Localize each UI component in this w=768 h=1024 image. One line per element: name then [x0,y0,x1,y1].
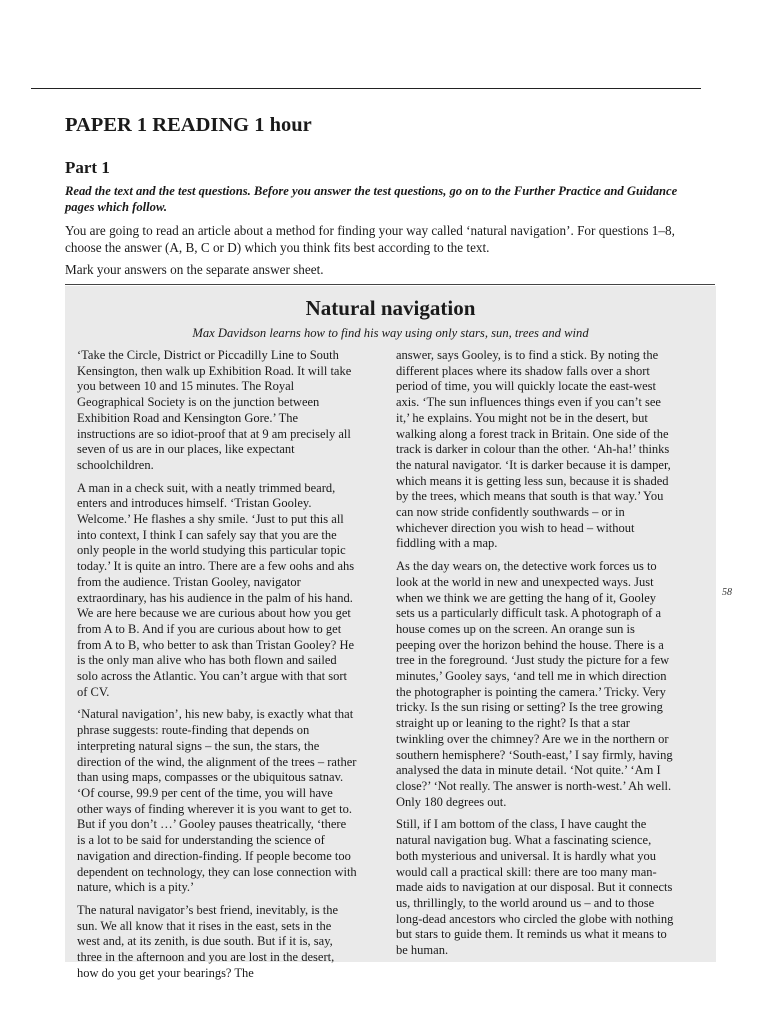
article-box [65,286,716,980]
article-paragraph: ‘Natural navigation’, his new baby, is exactly what that phrase suggests: route-finding that depends on interpreting natural signs – the sun, the stars, the direction of the wind, the alignment of the trees – rather than using maps, compasses or the ubiquitous satnav. ‘Of course, 99.9 per cent of the time, you will have other ways of finding wherever it is you want to get to. But if you don’t …’ Gooley pauses theatrically, ‘there is a lot to be said for understanding the science of navigation and direction-finding. If people become too dependent on technology, they can lose connection with nature, which is a pity.’ [77,707,357,895]
part-title: Part 1 [65,158,110,177]
article-paragraph: The natural navigator’s best friend, inevitably, is the sun. We all know that it rises in the east, sets in the west and, at its zenith, is due south. But if it is, say, three in the afternoon and you are lost in the desert, how do you get your bearings? The [77,902,339,980]
article-paragraph: ‘Take the Circle, District or Piccadilly Line to South Kensington, then walk up Exhibition Road. It will take you between 10 and 15 minutes. The Royal Geographical Society is on the junction between Exhibition Road and Kensington Gore.’ The instructions are so idiot-proof that at 9 am precisely all seven of us are in our places, like expectant schoolchildren. [77,348,352,472]
article-paragraph: Still, if I am bottom of the class, I have caught the natural navigation bug. What a fascinating science, both mysterious and universal. It is hardly what you would call a practical skill: there are too many man-made aids to navigation at our disposal. But it connects us, thrillingly, to the world around us – and to those long-dead ancestors who circled the globe with nothing but stars to guide them. It reminds us what it means to be human. [396,817,674,958]
intro-text: You are going to read an article about a method for finding your way called ‘natural navigation’. For questions 1–8, choose the answer (A, B, C or D) which you think fits best according to the text. [65,223,675,255]
paper-title: PAPER 1 READING 1 hour [65,114,312,136]
article-paragraph: As the day wears on, the detective work forces us to look at the world in new and unexpected ways. Just when we think we are getting the hang of it, Gooley sets us a particularly difficult task. A photograph of a house comes up on the screen. An orange sun is peeping over the horizon behind the house. There is a tree in the foreground. ‘Just study the picture for a few minutes,’ Gooley says, ‘and tell me in which direction the photographer is pointing the camera.’ Tricky. Very tricky. Is the sun rising or setting? Is the tree growing straight up or leaning to the right? Is that a star twinkling over the chimney? Are we in the northern or southern hemisphere? ‘South-east,’ I say firmly, having analysed the data in minute detail. ‘Not quite.’ ‘Am I close?’ ‘Not really. The answer is north-west.’ Ah well. Only 180 degrees out. [396,559,673,809]
top-rule [31,88,701,89]
article-left-column [77,348,357,988]
article-subtitle: Max Davidson learns how to find his way using only stars, sun, trees and wind [192,326,589,340]
page-number: 58 [722,587,732,598]
article-right-column [396,348,676,966]
article-paragraph: A man in a check suit, with a neatly trimmed beard, enters and introduces himself. ‘Tristan Gooley. Welcome.’ He flashes a shy smile. ‘Just to put this all into context, I think I can safely say that you are the only people in the world studying this particular topic today.’ It is quite an intro. There are a few oohs and ahs from the audience. Tristan Gooley, navigator extraordinary, has his audience in the palm of his hand. We are here because we are curious about how you get from A to B. And if you are curious about how to get from A to B, who better to ask than Tristan Gooley? He is the only man alive who has both flown and sailed solo across the Atlantic. You can’t argue with that sort of CV. [77,480,355,699]
section-rule [65,284,715,285]
mark-answers-text: Mark your answers on the separate answer sheet. [65,262,324,277]
article-title: Natural navigation [305,296,476,320]
article-paragraph: answer, says Gooley, is to find a stick. By noting the different places where its shadow falls over a short period of time, you will quickly locate the east-west axis. ‘The sun influences things even if you can’t see it,’ he explains. You might not be in the desert, but walking along a forest track in Britain. One side of the track is darker in colour than the other. ‘Ah-ha!’ thinks the natural navigator. ‘It is darker because it is damper, which means it is getting less sun, because it is shaded by the trees, which means that south is that way.’ You can now stride confidently southwards – or in whichever direction you wish to head – without fiddling with a map. [396,348,671,551]
instructions: Read the text and the test questions. Before you answer the test questions, go on to the Further Practice and Guidance pages which follow. [65,184,678,214]
